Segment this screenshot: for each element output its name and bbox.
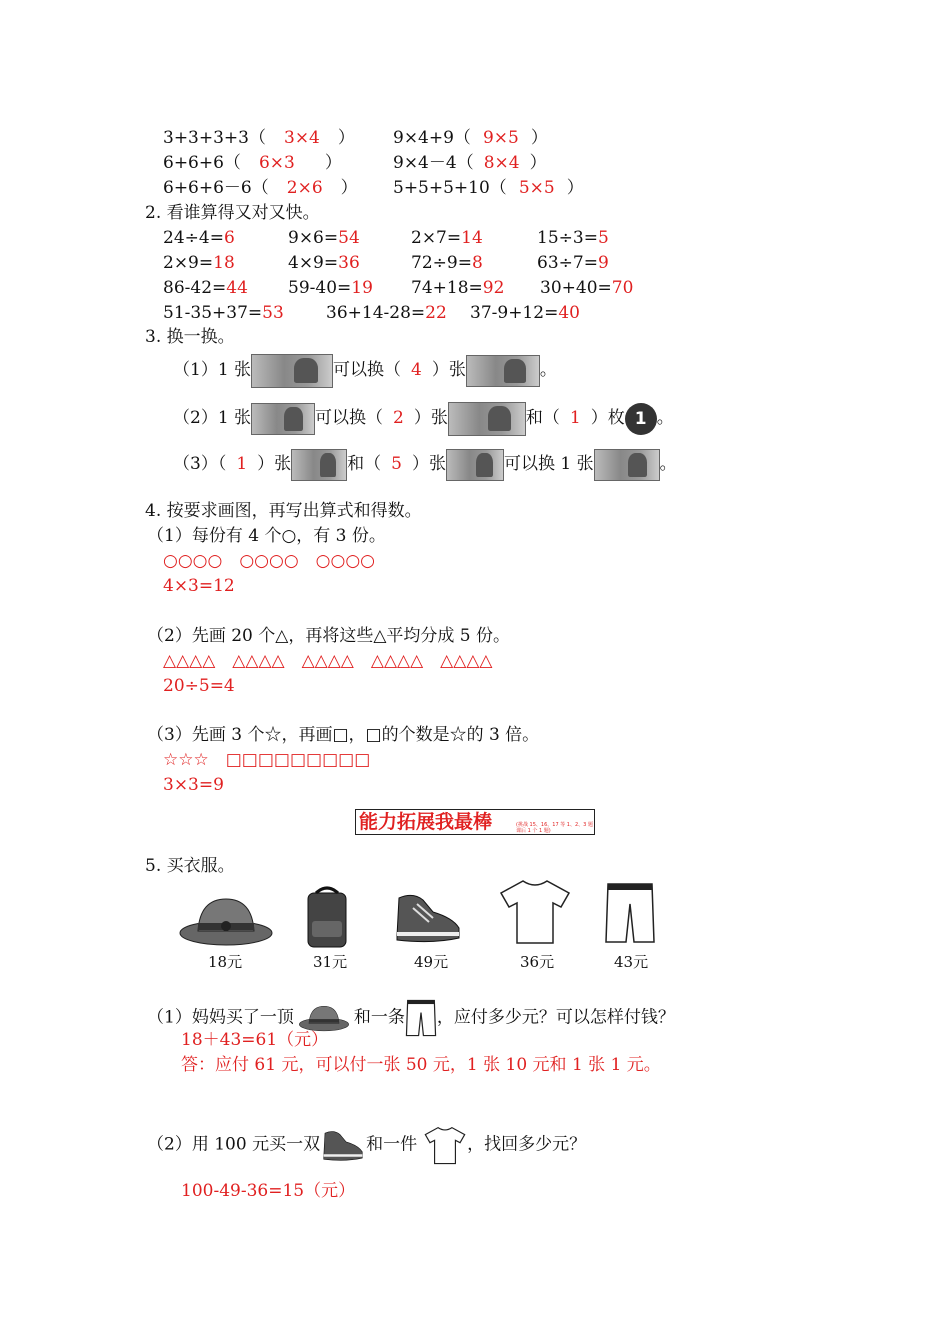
sneaker-icon	[320, 1127, 366, 1163]
q2-question: 2×9=	[163, 253, 214, 273]
banknote-2-icon	[466, 355, 540, 387]
q2-problem	[537, 227, 609, 249]
q1-answer: 6×3	[258, 153, 295, 173]
sneaker-icon	[393, 888, 463, 946]
q2-answer: 92	[482, 278, 505, 298]
q2-problem	[288, 277, 373, 299]
tshirt-icon	[423, 1124, 467, 1166]
q3-text: 可以换 1 张	[503, 454, 594, 474]
q1-answer: 8×4	[483, 153, 520, 173]
q5-title: 5. 买衣服。	[145, 856, 235, 876]
q2-question: 4×9=	[288, 253, 339, 273]
q3-text: 和（	[347, 454, 382, 474]
q2-answer: 9	[597, 253, 609, 273]
q3-text: ）枚	[590, 408, 625, 428]
q2-answer: 53	[262, 303, 284, 323]
q2-title: 2. 看谁算得又对又快。	[145, 203, 320, 223]
q2-problem	[163, 277, 248, 299]
q1-close: ）	[340, 178, 358, 198]
q5-text: （1）妈妈买了一顶	[147, 1007, 294, 1028]
shorts-icon	[604, 880, 656, 946]
shorts-icon	[405, 998, 437, 1038]
q3-text: 可以换（	[333, 360, 402, 380]
q2-problem	[411, 227, 483, 249]
q2-answer: 22	[425, 303, 447, 323]
q2-answer: 44	[226, 278, 248, 298]
q1-row-3-right	[393, 177, 584, 199]
banner-title: 能力拓展我最棒	[359, 811, 493, 833]
q3-text: （2）1 张	[173, 408, 252, 428]
q1-expr: 9×4+9（	[393, 128, 471, 148]
q1-close: ）	[337, 128, 355, 148]
q3-answer: 2	[393, 408, 404, 428]
q3-text: ）张	[413, 408, 448, 428]
q5-text: ，应付多少元？可以怎样付钱？	[436, 1007, 675, 1028]
q2-answer: 5	[597, 228, 609, 248]
hat-icon	[178, 893, 274, 949]
banknote-10-icon	[446, 449, 504, 481]
q2-answer: 40	[558, 303, 580, 323]
q2-answer: 54	[338, 228, 360, 248]
q2-question: 37-9+12=	[470, 303, 559, 323]
q2-answer: 19	[351, 278, 373, 298]
q3-text: 可以换（	[315, 408, 384, 428]
section-banner	[355, 809, 595, 835]
q5-text: 和一条	[353, 1007, 405, 1028]
q1-answer: 9×5	[482, 128, 519, 148]
q3-line-2	[173, 400, 674, 436]
q2-question: 36+14-28=	[326, 303, 426, 323]
q5-p2-line	[147, 1124, 586, 1166]
q2-problem	[411, 277, 504, 299]
q1-close: ）	[530, 128, 548, 148]
q3-line-3	[173, 446, 677, 482]
q2-problem	[537, 252, 609, 274]
q3-text: ）张	[431, 360, 466, 380]
q4-p2-equation: 20÷5=4	[163, 676, 235, 696]
q2-answer: 8	[471, 253, 483, 273]
q5-text: 和一件	[366, 1134, 418, 1155]
q3-text: 和（	[525, 408, 560, 428]
q2-problem	[540, 277, 633, 299]
q1-expr: 3+3+3+3（	[163, 128, 266, 148]
q3-line-1	[173, 352, 557, 388]
price-label: 36元	[520, 953, 555, 971]
q3-text: （1）1 张	[173, 360, 252, 380]
q1-row-3	[163, 177, 358, 199]
tshirt-icon	[497, 877, 573, 945]
banknote-100-icon	[594, 449, 660, 481]
q3-text: （3）（	[173, 454, 227, 474]
q2-answer: 70	[611, 278, 634, 298]
q1-row-1-right	[393, 127, 548, 149]
q2-question: 51-35+37=	[163, 303, 263, 323]
q5-p1-answer: 答：应付 61 元，可以付一张 50 元，1 张 10 元和 1 张 1 元。	[181, 1055, 661, 1075]
q1-expr: 5+5+5+10（	[393, 178, 507, 198]
q2-question: 72÷9=	[411, 253, 472, 273]
q2-question: 2×7=	[411, 228, 462, 248]
banner-note: (挑战 15、16、17 等 1、2、3 题 课后 1 个 1 题)	[516, 822, 593, 834]
q5-p2-equation: 100-49-36=15（元）	[181, 1181, 356, 1201]
q2-answer: 36	[338, 253, 360, 273]
banknote-20-icon	[251, 354, 333, 388]
price-label: 49元	[414, 953, 449, 971]
q4-p2-drawing: △△△△ △△△△ △△△△ △△△△ △△△△	[163, 651, 493, 671]
q3-answer: 5	[391, 454, 402, 474]
backpack-icon	[302, 885, 352, 949]
q1-close: ）	[324, 153, 342, 173]
q1-row-2-right	[393, 152, 547, 174]
q3-answer: 1	[236, 454, 248, 474]
q4-p3-drawing: ☆☆☆ □□□□□□□□□	[163, 750, 371, 770]
q1-row-1	[163, 127, 355, 149]
q1-expr: 9×4－4（	[393, 153, 474, 173]
q3-text: 。	[656, 408, 674, 428]
q1-row-2	[163, 152, 342, 174]
q3-text: ）张	[411, 454, 446, 474]
q2-problem	[163, 252, 235, 274]
coin-icon: 1	[625, 403, 657, 435]
q2-question: 63÷7=	[537, 253, 598, 273]
q1-answer: 3×4	[284, 128, 320, 148]
q2-question: 86-42=	[163, 278, 227, 298]
q2-problem	[326, 302, 447, 324]
q3-title: 3. 换一换。	[145, 327, 235, 347]
q2-problem	[470, 302, 580, 324]
banknote-5-icon	[251, 403, 315, 435]
q4-p1-drawing: ○○○○ ○○○○ ○○○○	[163, 551, 376, 571]
price-label: 43元	[614, 953, 649, 971]
banknote-20-icon	[448, 402, 526, 436]
q1-answer: 5×5	[518, 178, 555, 198]
q2-problem	[288, 252, 360, 274]
q5-text: ，找回多少元？	[467, 1134, 587, 1155]
q4-p1-equation: 4×3=12	[163, 576, 235, 596]
q2-answer: 18	[213, 253, 235, 273]
q2-problem	[288, 227, 360, 249]
q4-p2-text: （2）先画 20 个△，再将这些△平均分成 5 份。	[147, 626, 511, 646]
q3-text: ）张	[257, 454, 292, 474]
q2-question: 74+18=	[411, 278, 483, 298]
q2-problem	[411, 252, 483, 274]
q2-question: 24÷4=	[163, 228, 224, 248]
q2-problem	[163, 302, 284, 324]
q2-question: 9×6=	[288, 228, 339, 248]
q2-problem	[163, 227, 235, 249]
q2-question: 59-40=	[288, 278, 352, 298]
q1-close: ）	[566, 178, 584, 198]
q3-answer: 1	[569, 408, 581, 428]
price-label: 31元	[313, 953, 348, 971]
q2-question: 30+40=	[540, 278, 612, 298]
q5-p1-equation: 18＋43=61（元）	[181, 1030, 329, 1050]
q2-answer: 14	[461, 228, 483, 248]
q4-p3-text: （3）先画 3 个☆，再画□，□的个数是☆的 3 倍。	[147, 725, 540, 745]
q1-expr: 6+6+6（	[163, 153, 241, 173]
q3-text: 。	[539, 360, 557, 380]
q1-expr: 6+6+6－6（	[163, 178, 269, 198]
q4-title: 4. 按要求画图，再写出算式和得数。	[145, 501, 422, 521]
q4-p1-text: （1）每份有 4 个○，有 3 份。	[147, 526, 386, 546]
price-label: 18元	[208, 953, 243, 971]
q4-p3-equation: 3×3=9	[163, 775, 224, 795]
q3-text: 。	[659, 454, 677, 474]
q3-answer: 4	[411, 360, 422, 380]
q5-text: （2）用 100 元买一双	[147, 1134, 321, 1155]
q2-question: 15÷3=	[537, 228, 598, 248]
q2-answer: 6	[223, 228, 235, 248]
q1-close: ）	[529, 153, 547, 173]
q1-answer: 2×6	[286, 178, 323, 198]
banknote-50-icon	[291, 449, 347, 481]
